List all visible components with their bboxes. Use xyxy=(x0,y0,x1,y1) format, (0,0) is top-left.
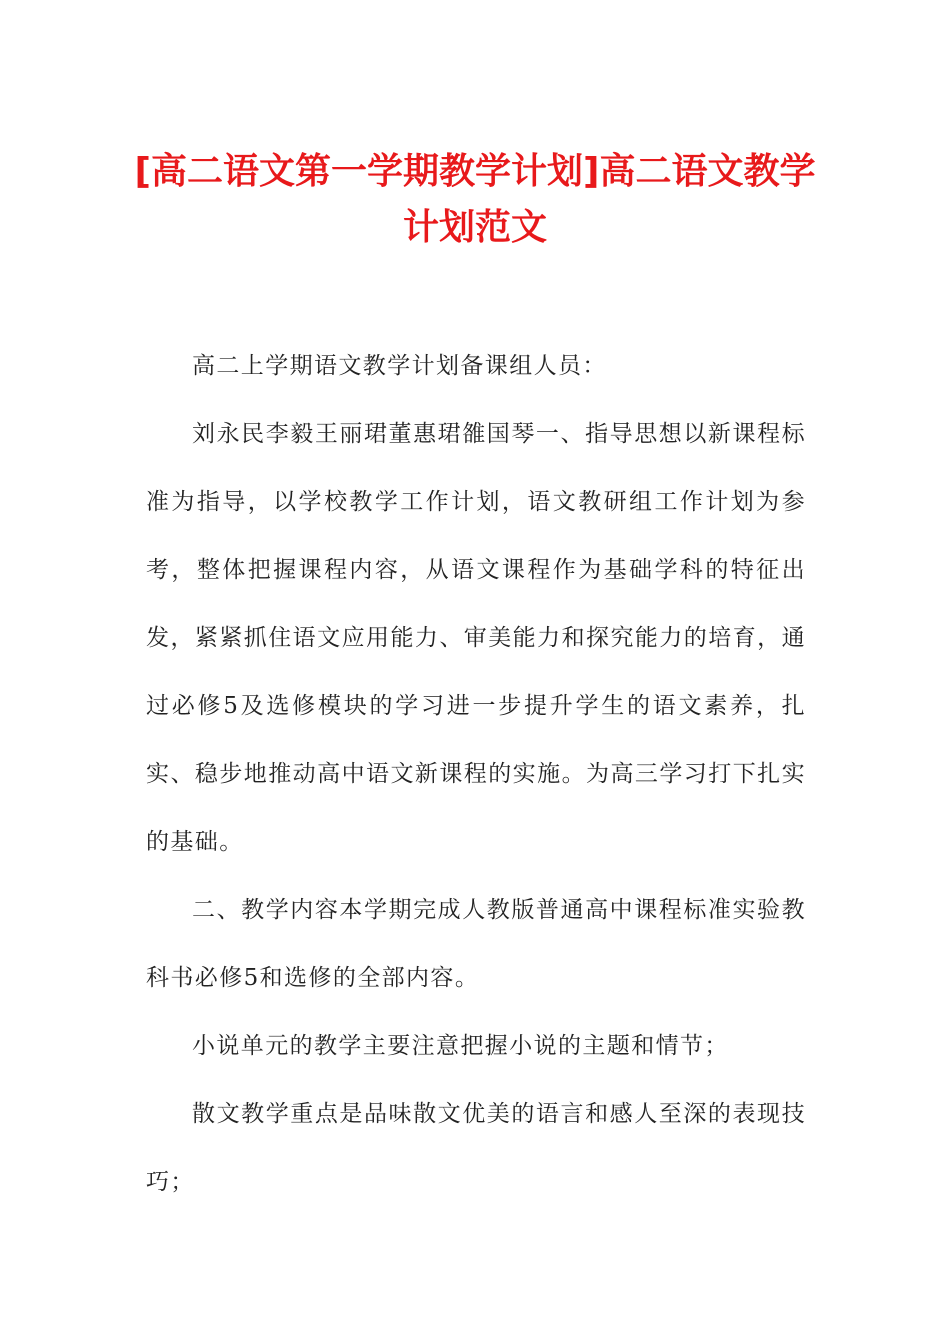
paragraph: 刘永民李毅王丽珺董惠珺雒国琴一、指导思想以新课程标准为指导，以学校教学工作计划，语文教研组工作计划为参考，整体把握课程内容，从语文课程作为基础学科的特征出发，紧紧抓住语文应用能力、审美能力和探究能力的培育，通过必修5及选修模块的学习进一步提升学生的语文素养，扎实、稳步地推动高中语文新课程的实施。为高三学习打下扎实的基础。 xyxy=(146,421,806,855)
paragraph: 小说单元的教学主要注意把握小说的主题和情节； xyxy=(192,1033,729,1059)
title-line-1: [高二语文第一学期教学计划]高二语文教学 xyxy=(134,151,816,192)
document-body xyxy=(146,332,806,1216)
paragraph: 高二上学期语文教学计划备课组人员： xyxy=(192,353,607,379)
document-title xyxy=(110,144,840,256)
paragraph: 二、教学内容本学期完成人教版普通高中课程标准实验教科书必修5和选修的全部内容。 xyxy=(146,897,806,991)
title-line-2: 计划范文 xyxy=(402,207,547,248)
paragraph: 散文教学重点是品味散文优美的语言和感人至深的表现技巧； xyxy=(146,1101,806,1195)
